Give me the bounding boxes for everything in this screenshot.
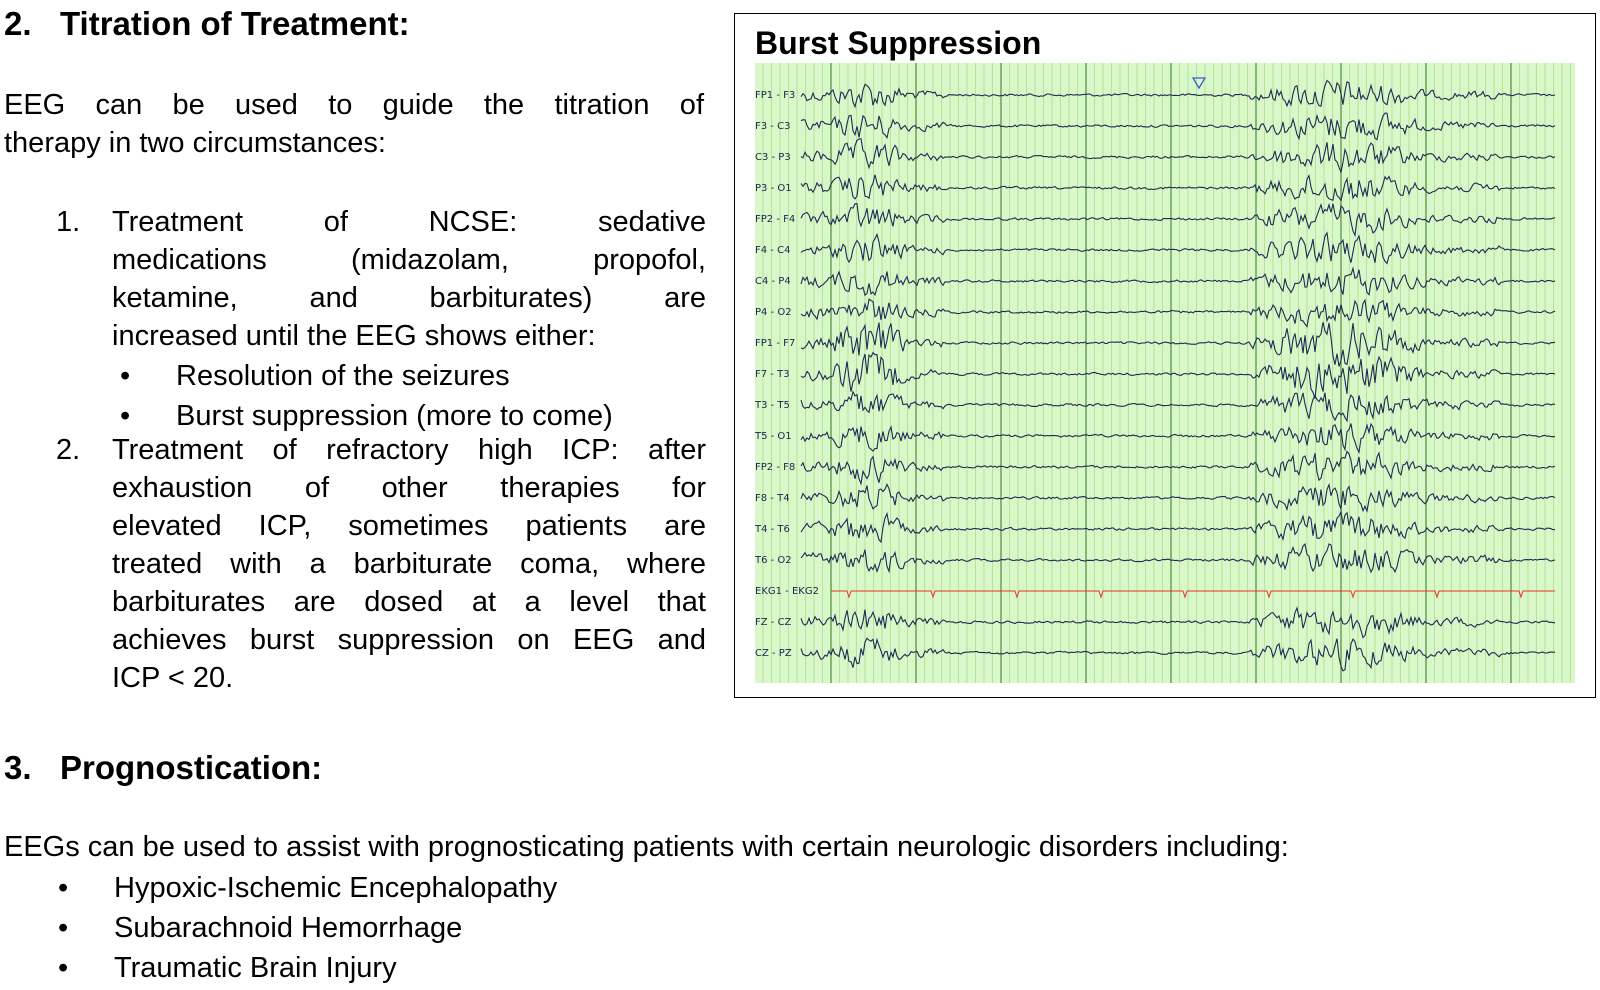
sub-bullet-text: Resolution of the seizures [176,360,510,392]
bullet-dot: • [120,400,131,432]
prognosis-bullet-text: Hypoxic-Ischemic Encephalopathy [114,872,558,904]
eeg-channel-label: FP2 - F4 [755,214,796,225]
eeg-channel-label: F7 - T3 [755,369,790,380]
list-item-2-line: elevated ICP, sometimes patients are [112,510,706,542]
list-item-1-line: increased until the EEG shows either: [112,320,596,352]
eeg-channel-label: EKG1 - EKG2 [755,586,819,597]
section-2-heading [4,4,410,44]
list-item-1-number: 1. [56,206,81,238]
list-item-2-line: barbiturates are dosed at a level that [112,586,706,618]
section-2-title: Titration of Treatment: [60,5,410,42]
prognosis-bullet-text: Traumatic Brain Injury [114,952,397,984]
eeg-channel-label: T4 - T6 [755,524,790,535]
section-2-number: 2. [4,5,32,42]
eeg-channel-label: P4 - O2 [755,307,792,318]
eeg-channel-label: FP1 - F3 [755,90,796,101]
list-item-1-line: ketamine, and barbiturates) are [112,282,706,314]
list-item-1-line: medications (midazolam, propofol, [112,244,706,276]
sub-bullet-text: Burst suppression (more to come) [176,400,613,432]
intro-line-2: therapy in two circumstances: [4,127,386,159]
eeg-channel-label: F8 - T4 [755,493,790,504]
list-item-2-line: exhaustion of other therapies for [112,472,706,504]
list-item-2-line: treated with a barbiturate coma, where [112,548,706,580]
bullet-dot: • [58,952,69,984]
list-item-2-line: ICP < 20. [112,662,234,694]
list-item-2-line: achieves burst suppression on EEG and [112,624,706,656]
list-item-1 [56,203,706,363]
list-item-2-body [112,431,706,697]
section-3-number: 3. [4,749,32,786]
section-3-intro: EEGs can be used to assist with prognosticating patients with certain neurologic disorders including: [4,831,1289,863]
list-item-1-line: Treatment of NCSE: sedative [112,206,706,238]
eeg-figure [734,13,1596,698]
eeg-channel-label: P3 - O1 [755,183,792,194]
list-item-1-body [112,203,706,355]
eeg-chart [755,63,1575,683]
list-item-2-number: 2. [56,434,81,466]
section-3-title: Prognostication: [60,749,323,786]
list-item-2-line: Treatment of refractory high ICP: after [112,434,706,466]
bullet-dot: • [58,872,69,904]
eeg-channel-label: F4 - C4 [755,245,791,256]
eeg-channel-label: C3 - P3 [755,152,791,163]
eeg-title: Burst Suppression [755,25,1042,61]
eeg-channel-label: T3 - T5 [755,400,790,411]
eeg-channel-label: FP1 - F7 [755,338,796,349]
section-3-heading [4,748,322,788]
eeg-channel-label: CZ - PZ [755,648,792,659]
intro-line-1: EEG can be used to guide the titration of [4,89,704,121]
list-item-2 [56,431,706,701]
prognosis-bullet-text: Subarachnoid Hemorrhage [114,912,463,944]
eeg-channel-label: T5 - O1 [755,431,792,442]
eeg-channel-label: FZ - CZ [755,617,792,628]
eeg-channel-label: FP2 - F8 [755,462,796,473]
bullet-dot: • [58,912,69,944]
section-2-intro [4,86,704,162]
eeg-channel-label: F3 - C3 [755,121,791,132]
eeg-channel-label: T6 - O2 [755,555,792,566]
eeg-channel-label: C4 - P4 [755,276,791,287]
bullet-dot: • [120,360,131,392]
